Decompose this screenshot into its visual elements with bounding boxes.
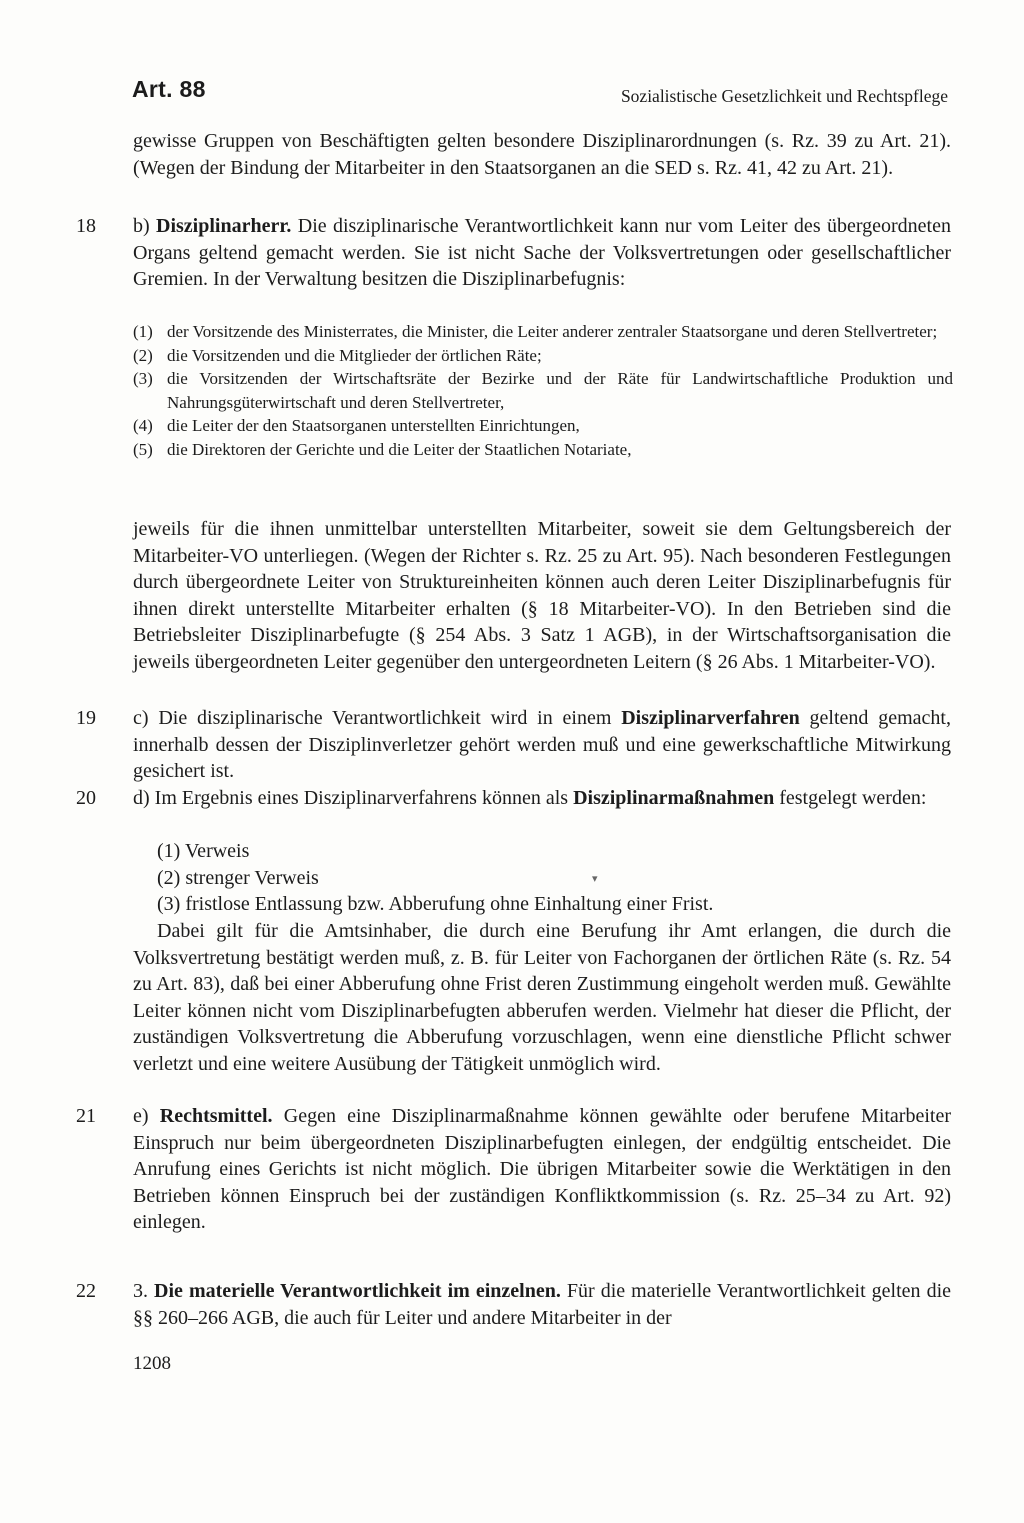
paragraph-18-continued: jeweils für die ihnen unmittelbar unterstellten Mitarbeiter, soweit sie dem Geltungsbereich der Mitarbeiter-VO unterliegen. (Wegen der Richter s. Rz. 25 zu Art. 95). Nach besonderen Festlegungen durch übergeordnete Leiter von Struktureinheiten können auch deren Leiter Disziplinarbefugnis für ihnen direkt unterstellte Mitarbeiter erhalten (§ 18 Mitarbeiter-VO). In den Betrieben sind die Betriebsleiter Disziplinarbefugte (§ 254 Abs. 3 Satz 1 AGB), in der Wirtschaftsorganisation die jeweils übergeordneten Leiter gegenüber den untergeordneten Leitern (§ 26 Abs. 1 Mitarbeiter-VO). xyxy=(133,518,951,673)
margin-number-18: 18 xyxy=(76,215,96,237)
paragraph-22-text: Für die materielle Verantwortlichkeit gelten die §§ 260–266 AGB, die auch für Leiter und andere Mitarbeiter in der xyxy=(133,1280,952,1329)
paragraph-18-text: Die disziplinarische Verantwortlichkeit kann nur vom Leiter des übergeordneten Organs geltend gemacht werden. Sie ist nicht Sache der Volksvertretungen oder gesellschaftlicher Gremien. In der Verwaltung besitzen die Disziplinarbefugnis: xyxy=(133,215,951,290)
list-item-text: die Vorsitzenden und die Mitglieder der örtlichen Räte; xyxy=(167,345,542,365)
running-head: Sozialistische Gesetzlichkeit und Rechtspflege xyxy=(620,86,948,106)
margin-number-20: 20 xyxy=(76,787,96,809)
list-item-number: (1) xyxy=(133,322,153,341)
paragraph-20-continued: Dabei gilt für die Amtsinhaber, die durch eine Berufung ihr Amt erlangen, die durch die Volksvertretung bestätigt werden muß, z. B. für Leiter von Fachorganen der örtlichen Räte (s. Rz. 54 zu Art. 83), daß bei einer Abberufung ohne Frist deren Zustimmung eingeholt werden muß. Gewählte Leiter können nicht vom Disziplinarbefugten abberufen werden. Vielmehr hat dieser die Pflicht, der zuständigen Volksvertretung die Abberufung vorzuschlagen, wenn eine dienstliche Pflicht schwer verletzt und eine weitere Ausübung der Tätigkeit unmöglich wird. xyxy=(133,920,951,1075)
paragraph-22 xyxy=(133,1278,951,1331)
margin-number-22: 22 xyxy=(76,1280,96,1302)
margin-number-19: 19 xyxy=(76,707,96,729)
paragraph-19-heading: Disziplinarverfahren xyxy=(621,707,800,729)
paragraph-18-lead: b) xyxy=(133,215,157,237)
print-speck: ▾ xyxy=(592,873,598,885)
list-item xyxy=(133,414,953,438)
paragraph-20-text: festgelegt werden: xyxy=(774,787,927,809)
list-item xyxy=(133,367,953,414)
list-item-text: der Vorsitzende des Ministerrates, die Minister, die Leiter anderer zentraler Staatsorgane und deren Stellvertreter; xyxy=(167,322,938,341)
paragraph-19-lead: c) Die disziplinarische Verantwortlichkeit wird in einem xyxy=(133,707,622,729)
paragraph-22-heading: Die materielle Verantwortlichkeit im einzelnen. xyxy=(154,1280,561,1302)
paragraph-21-lead: e) xyxy=(133,1105,160,1127)
paragraph-19 xyxy=(133,705,951,785)
paragraph-21 xyxy=(133,1103,951,1236)
paragraph-20 xyxy=(133,785,951,812)
paragraph-20-lead: d) Im Ergebnis eines Disziplinarverfahrens können als xyxy=(133,787,574,809)
list-item-number: (5) xyxy=(133,439,153,459)
disciplinary-authority-list xyxy=(133,320,953,461)
list-item-text: die Leiter der den Staatsorganen unterstellten Einrichtungen, xyxy=(167,416,580,435)
paragraph-19-text: geltend gemacht, innerhalb dessen der Disziplinverletzer gehört werden muß und eine gewerkschaftliche Mitwirkung gesichert ist. xyxy=(133,707,951,782)
paragraph-22-lead: 3. xyxy=(133,1280,155,1302)
margin-number-21: 21 xyxy=(76,1105,96,1127)
list-item: (3) fristlose Entlassung bzw. Abberufung ohne Einhaltung einer Frist. xyxy=(157,893,714,915)
list-item-number: (4) xyxy=(133,416,153,435)
list-item-number: (2) xyxy=(133,345,153,365)
list-item: (2) strenger Verweis xyxy=(157,866,319,889)
page-number: 1208 xyxy=(133,1353,171,1374)
paragraph-18 xyxy=(133,213,951,293)
list-item-number: (3) xyxy=(133,369,153,388)
list-item xyxy=(133,438,953,462)
list-item xyxy=(133,320,953,344)
paragraph-20-heading: Disziplinarmaßnahmen xyxy=(573,787,775,809)
disciplinary-measures-list xyxy=(133,838,951,918)
list-item xyxy=(133,344,953,368)
list-item: (1) Verweis xyxy=(157,840,250,862)
article-label: Art. 88 xyxy=(132,76,206,102)
paragraph-18-heading: Disziplinarherr. xyxy=(156,215,292,237)
list-item-text: die Vorsitzenden der Wirtschaftsräte der Bezirke und der Räte für Landwirtschaftliche Produktion und Nahrungsgüterwirtschaft und deren Stellvertreter, xyxy=(167,369,953,412)
paragraph-21-heading: Rechtsmittel. xyxy=(159,1105,273,1127)
paragraph-21-text: Gegen eine Disziplinarmaßnahme können gewählte oder berufene Mitarbeiter Einspruch nur beim übergeordneten Disziplinarbefugten einlegen, der endgültig entscheidet. Die Anrufung eines Gerichts ist nicht möglich. Die übrigen Mitarbeiter sowie die Werktätigen in den Betrieben können Einspruch bei der zuständigen Konfliktkommission (s. Rz. 25–34 zu Art. 92) einlegen. xyxy=(133,1105,951,1233)
list-item-text: die Direktoren der Gerichte und die Leiter der Staatlichen Notariate, xyxy=(167,439,632,459)
paragraph-intro: gewisse Gruppen von Beschäftigten gelten besondere Disziplinarordnungen (s. Rz. 39 zu Art. 21). (Wegen der Bindung der Mitarbeiter in den Staatsorganen an die SED s. Rz. 41, 42 zu Art. 21). xyxy=(133,130,951,179)
